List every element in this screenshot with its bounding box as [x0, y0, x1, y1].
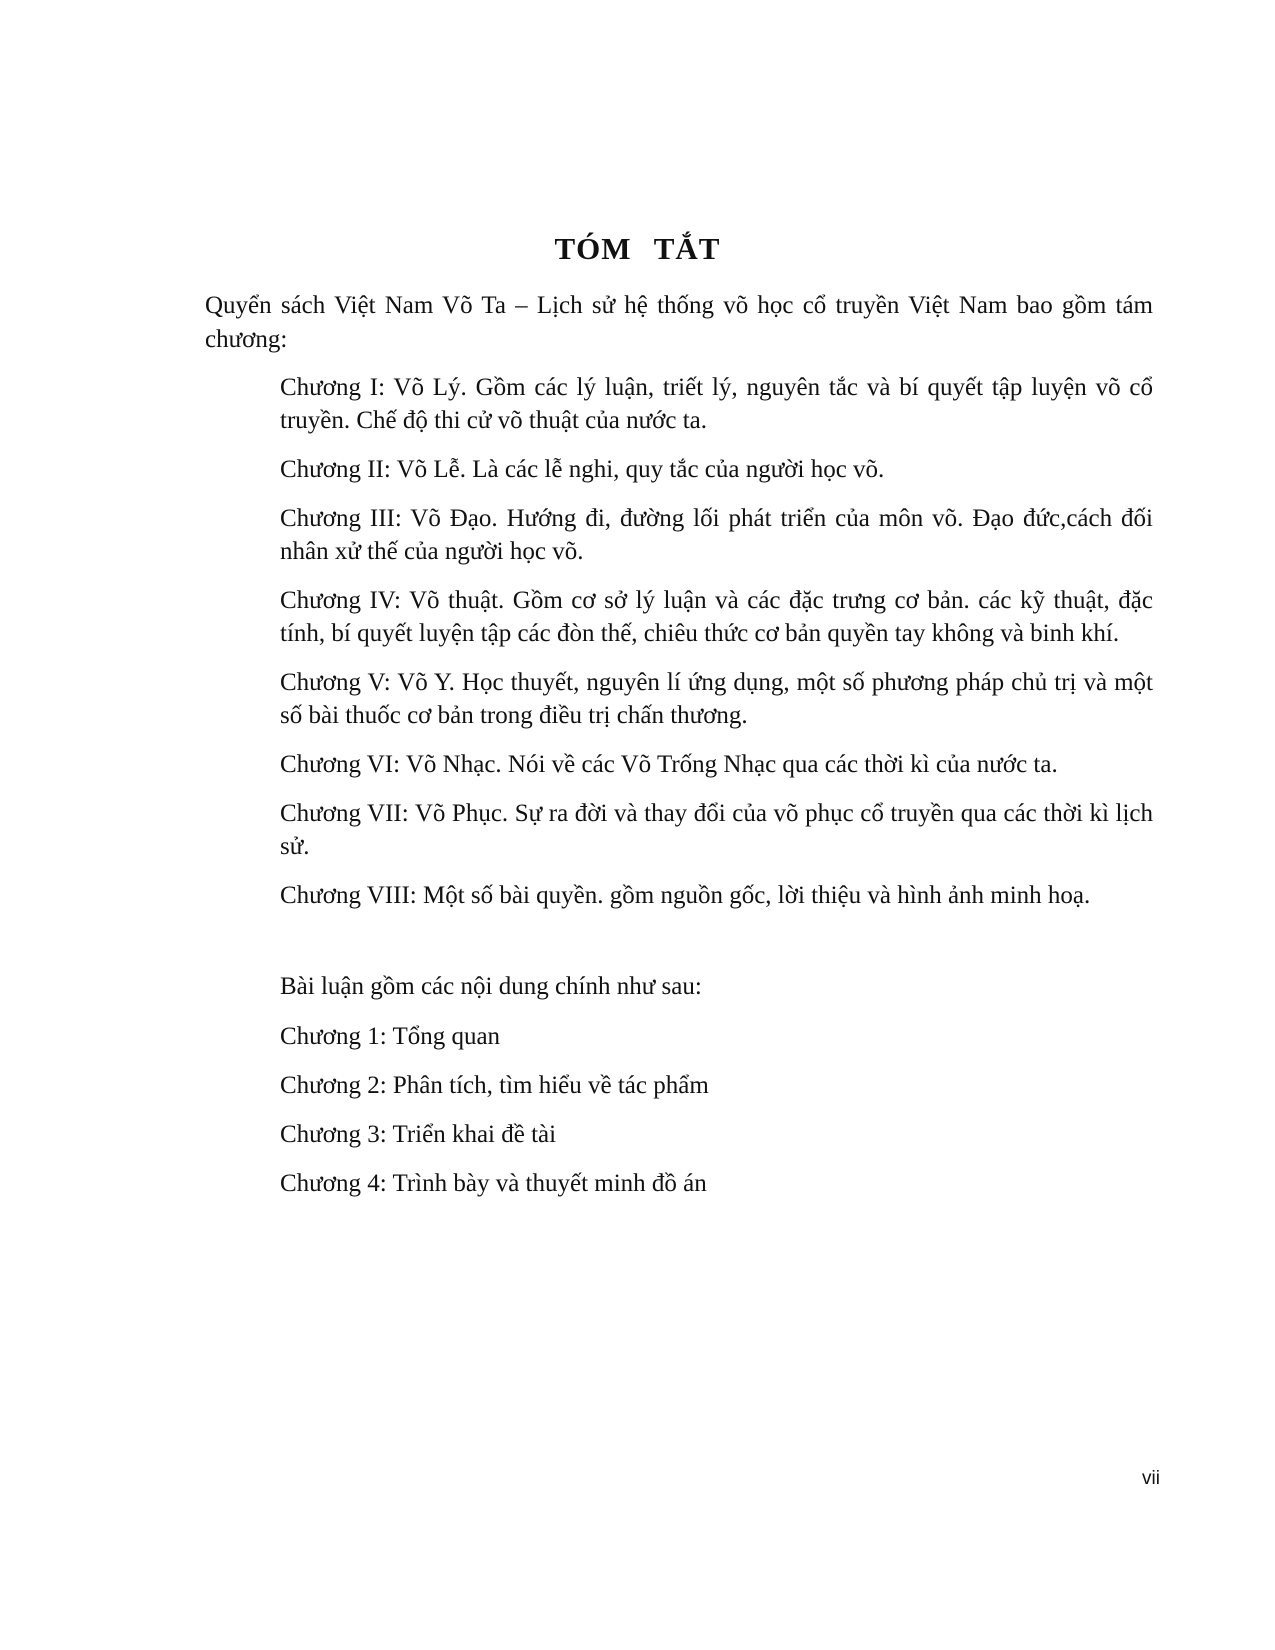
chapter-item-4: Chương IV: Võ thuật. Gồm cơ sở lý luận và các đặc trưng cơ bản. các kỹ thuật, đặc tính, bí quyết luyện tập các đòn thế, chiêu thức cơ bản quyền tay không và binh khí.	[280, 587, 1153, 647]
page-number: vii	[1142, 1468, 1160, 1489]
chapter-item-8: Chương VIII: Một số bài quyền. gồm nguồn gốc, lời thiệu và hình ảnh minh hoạ.	[280, 882, 1091, 909]
essay-intro-paragraph: Bài luận gồm các nội dung chính như sau:	[280, 973, 702, 1000]
chapter-item-2: Chương II: Võ Lễ. Là các lễ nghi, quy tắc của người học võ.	[280, 456, 885, 483]
chapter-item-6: Chương VI: Võ Nhạc. Nói về các Võ Trống Nhạc qua các thời kì của nước ta.	[280, 751, 1058, 778]
chapter-item-5: Chương V: Võ Y. Học thuyết, nguyên lí ứng dụng, một số phương pháp chủ trị và một số bài thuốc cơ bản trong điều trị chấn thương.	[280, 669, 1153, 729]
essay-chapter-item-2: Chương 2: Phân tích, tìm hiểu về tác phẩm	[280, 1072, 709, 1099]
essay-chapter-item-1: Chương 1: Tổng quan	[280, 1023, 501, 1050]
essay-chapter-item-3: Chương 3: Triển khai đề tài	[280, 1121, 557, 1148]
intro-paragraph: Quyển sách Việt Nam Võ Ta – Lịch sử hệ thống võ học cổ truyền Việt Nam bao gồm tám chương:	[205, 292, 1153, 353]
essay-chapter-list	[280, 1020, 1153, 1216]
chapter-item-7: Chương VII: Võ Phục. Sự ra đời và thay đổi của võ phục cổ truyền qua các thời kì lịch sử.	[280, 800, 1153, 860]
chapter-item-3: Chương III: Võ Đạo. Hướng đi, đường lối phát triển của môn võ. Đạo đức,cách đối nhân xử thế của người học võ.	[280, 505, 1153, 565]
essay-chapter-item-4: Chương 4: Trình bày và thuyết minh đồ án	[280, 1170, 707, 1197]
chapter-item-1: Chương I: Võ Lý. Gồm các lý luận, triết lý, nguyên tắc và bí quyết tập luyện võ cổ truyền. Chế độ thi cử võ thuật của nước ta.	[280, 374, 1153, 434]
page-title: TÓM TẮT	[554, 231, 721, 266]
book-chapter-list	[280, 371, 1153, 928]
